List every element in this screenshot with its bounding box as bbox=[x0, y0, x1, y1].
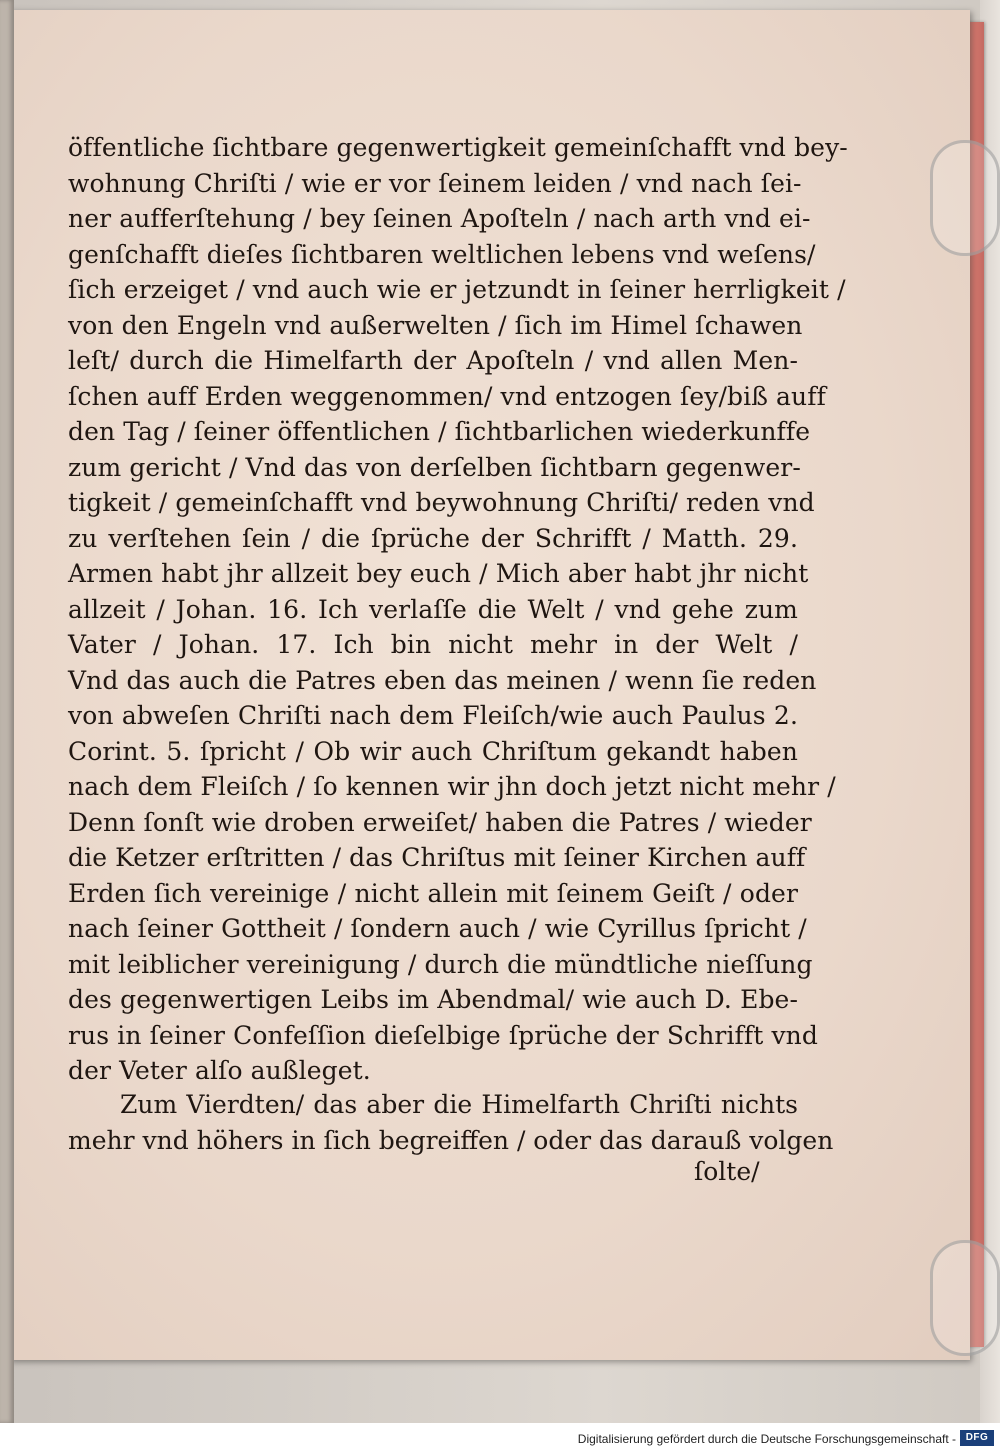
text-line: wohnung Chriſti / wie er vor ſeinem leiden / vnd nach ſei- bbox=[68, 168, 802, 198]
text-line: die Ketzer erſtritten / das Chriſtus mit ſeiner Kirchen auff bbox=[68, 843, 806, 872]
text-line: Vater / Johan. 17. Ich bin nicht mehr in der Welt / bbox=[68, 630, 798, 659]
binding-edge bbox=[0, 0, 14, 1423]
catchword: ſolte/ bbox=[694, 1157, 760, 1186]
text-line: ſich erzeiget / vnd auch wie er jetzundt in ſeiner herrligkeit / bbox=[68, 275, 846, 304]
text-line: mehr vnd höhers in ſich begreiffen / oder das darauß volgen bbox=[68, 1125, 834, 1155]
text-line: rus in ſeiner Confeſſion dieſelbige ſprüche der Schrifft vnd bbox=[68, 1020, 818, 1050]
text-line: des gegenwertigen Leibs im Abendmal/ wie auch D. Ebe- bbox=[68, 985, 798, 1014]
main-paragraph bbox=[68, 130, 848, 1089]
text-line: allzeit / Johan. 16. Ich verlaſſe die Welt / vnd gehe zum bbox=[68, 594, 798, 624]
text-line: Denn ſonſt wie droben erweiſet/ haben die Patres / wieder bbox=[68, 807, 812, 837]
text-line: den Tag / ſeiner öffentlichen / ſichtbarlichen wiederkunffe bbox=[68, 417, 811, 446]
text-line: von den Engeln vnd außerwelten / ſich im Himel ſchawen bbox=[68, 310, 803, 340]
text-line: zu verſtehen ſein / die ſprüche der Schrifft / Matth. 29. bbox=[68, 523, 798, 553]
footer-bar bbox=[0, 1423, 1000, 1453]
text-line: öffentliche ſichtbare gegenwertigkeit gemeinſchafft vnd bey- bbox=[68, 133, 848, 162]
text-line: zum gericht / Vnd das von derſelben ſichtbarn gegenwer- bbox=[68, 452, 801, 482]
text-line: von abweſen Chriſti nach dem Fleiſch/wie auch Paulus 2. bbox=[68, 701, 798, 730]
dfg-logo-icon: DFG bbox=[960, 1430, 994, 1446]
text-line: ſchen auff Erden weggenommen/ vnd entzogen ſey/biß auff bbox=[68, 381, 826, 411]
text-line: Erden ſich vereinige / nicht allein mit ſeinem Geiſt / oder bbox=[68, 878, 798, 908]
plastic-clip-top bbox=[930, 140, 1000, 256]
text-line: Zum Vierdten/ das aber die Himelfarth Chriſti nichts bbox=[120, 1090, 798, 1119]
second-paragraph bbox=[68, 1087, 834, 1158]
text-line: ner aufferſtehung / bey ſeinen Apoſteln / nach arth vnd ei- bbox=[68, 204, 811, 233]
text-line: tigkeit / gemeinſchafft vnd beywohnung Chriſti/ reden vnd bbox=[68, 488, 815, 517]
text-line: mit leiblicher vereinigung / durch die mündtliche nieſſung bbox=[68, 949, 813, 979]
text-line: Corint. 5. ſpricht / Ob wir auch Chriſtum gekandt haben bbox=[68, 736, 798, 766]
funding-credit: Digitalisierung gefördert durch die Deutsche Forschungsgemeinschaft - bbox=[577, 1432, 956, 1446]
text-line: Vnd das auch die Patres eben das meinen / wenn ſie reden bbox=[68, 665, 817, 695]
text-line: nach ſeiner Gottheit / ſondern auch / wie Cyrillus ſpricht / bbox=[68, 914, 807, 943]
text-line: leſt/ durch die Himelfarth der Apoſteln / vnd allen Men- bbox=[68, 346, 798, 375]
text-line: der Veter alſo außleget. bbox=[68, 1056, 371, 1085]
plastic-clip-bottom bbox=[930, 1240, 1000, 1356]
text-line: Armen habt jhr allzeit bey euch / Mich aber habt jhr nicht bbox=[68, 559, 809, 588]
text-line: nach dem Fleiſch / ſo kennen wir jhn doch jetzt nicht mehr / bbox=[68, 772, 836, 801]
text-line: genſchafft dieſes ſichtbaren weltlichen lebens vnd weſens/ bbox=[68, 239, 816, 269]
